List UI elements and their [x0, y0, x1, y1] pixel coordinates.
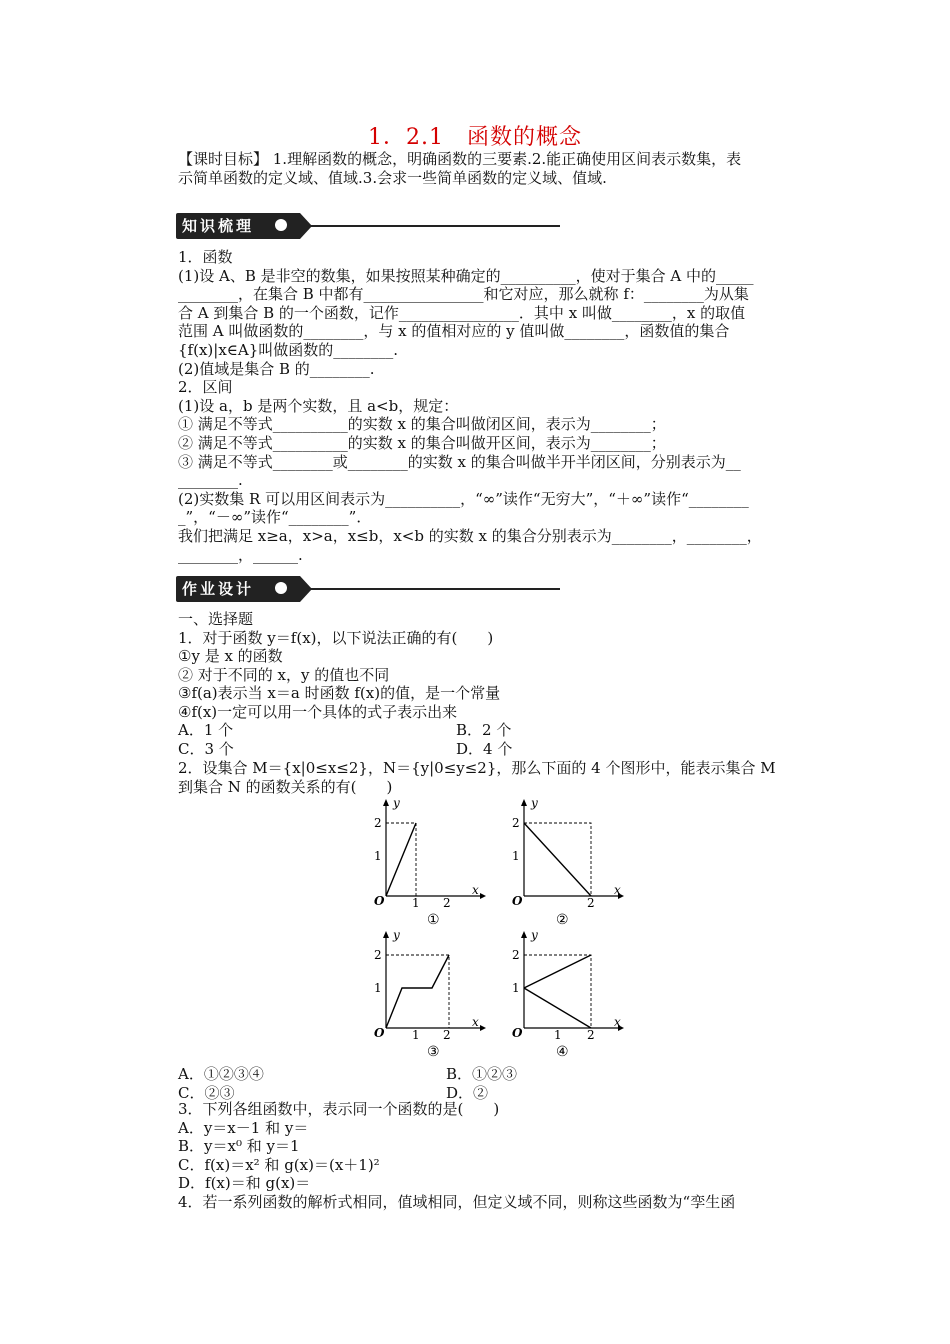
- tick-x-label: 2: [587, 896, 595, 910]
- knowledge-line: ① 满足不等式__________的实数 x 的集合叫做闭区间，表示为________；: [178, 415, 666, 434]
- tick-y-label: 1: [512, 981, 520, 995]
- tick-y-label: 2: [512, 948, 520, 962]
- q2-option-d: D．②: [446, 1084, 489, 1102]
- q3-line: 4．若一系列函数的解析式相同，值域相同，但定义域不同，则称这些函数为“孪生函: [178, 1193, 736, 1211]
- homework-line: 1．对于函数 y＝f(x)，以下说法正确的有( ): [178, 628, 494, 647]
- knowledge-line: (2)值域是集合 B 的________.: [178, 359, 375, 378]
- homework-line: ② 对于不同的 x，y 的值也不同: [178, 665, 390, 684]
- knowledge-line: ________，在集合 B 中都有________________和它对应，那么就称 f：________为从集: [178, 285, 749, 304]
- y-axis-arrow-icon: [521, 931, 527, 938]
- knowledge-line: ________.: [178, 471, 243, 490]
- function-segment-up: [524, 955, 591, 988]
- guide-line: [524, 955, 591, 1028]
- graph-label: ③: [427, 1044, 440, 1060]
- graph-label: ④: [556, 1044, 569, 1060]
- tick-y-label: 1: [374, 981, 382, 995]
- q3-line: C．f(x)＝x² 和 g(x)＝(x＋1)²: [178, 1155, 380, 1174]
- function-segment: [386, 823, 416, 896]
- y-axis-arrow-icon: [383, 799, 389, 806]
- axis-x-label: x: [614, 883, 621, 897]
- q1-option-a: A．1 个: [178, 721, 234, 739]
- knowledge-line: 范围 A 叫做函数的________，与 x 的值相对应的 y 值叫做________，函数值的集合: [178, 322, 730, 341]
- function-segment-down: [524, 988, 591, 1028]
- knowledge-line: (1)设 A、B 是非空的数集，如果按照某种确定的__________，使对于集合 A 中的_____: [178, 266, 754, 285]
- x-axis-arrow-icon: [480, 893, 486, 899]
- q3-line: B．y＝x⁰ 和 y＝1: [178, 1137, 300, 1156]
- axis-y-label: y: [393, 928, 400, 942]
- knowledge-line: _”，“－∞”读作“________”．: [178, 508, 372, 527]
- tick-x-label: 2: [587, 1028, 595, 1042]
- bullet-icon: [275, 219, 287, 231]
- origin-label: O: [374, 894, 385, 908]
- q1-option-c: C．3 个: [178, 740, 234, 758]
- q3-line: D．f(x)＝和 g(x)＝: [178, 1174, 311, 1193]
- tick-x-label: 1: [412, 896, 420, 910]
- y-axis-arrow-icon: [383, 931, 389, 938]
- tick-x-label: 2: [443, 1028, 451, 1042]
- homework-line: ④f(x)一定可以用一个具体的式子表示出来: [178, 703, 458, 721]
- function-segment: [524, 823, 591, 896]
- q2-line-1: 2．设集合 M＝{x|0≤x≤2}，N＝{y|0≤y≤2}，那么下面的 4 个图形中，能表示集合 M: [178, 759, 776, 777]
- x-axis-arrow-icon: [480, 1025, 486, 1031]
- axis-x-label: x: [614, 1015, 621, 1029]
- intro-line-2: 示简单函数的定义域、值域.3.会求一些简单函数的定义域、值域.: [178, 169, 607, 187]
- q1-option-d: D．4 个: [456, 740, 513, 758]
- knowledge-line: ③ 满足不等式________或________的实数 x 的集合叫做半开半闭区间，分别表示为__: [178, 452, 741, 471]
- tick-x-label: 1: [554, 1028, 562, 1042]
- knowledge-line: 我们把满足 x≥a，x>a，x≤b，x<b 的实数 x 的集合分别表示为________，________，: [178, 527, 762, 545]
- homework-banner-label: 作业设计: [176, 576, 300, 602]
- origin-label: O: [512, 1026, 523, 1040]
- graph-2: [490, 796, 630, 928]
- tick-y-label: 1: [512, 849, 520, 863]
- graph-label: ①: [427, 912, 440, 928]
- tick-y-label: 2: [374, 948, 382, 962]
- axis-x-label: x: [472, 1015, 479, 1029]
- intro-line-1: 【课时目标】 1.理解函数的概念，明确函数的三要素.2.能正确使用区间表示数集，表: [178, 150, 742, 168]
- knowledge-banner-label: 知识梳理: [176, 213, 300, 239]
- knowledge-line: (1)设 a，b 是两个实数，且 a<b，规定：: [178, 396, 459, 415]
- knowledge-line: 2．区间: [178, 378, 233, 397]
- function-polyline: [386, 955, 449, 1028]
- origin-label: O: [374, 1026, 385, 1040]
- q1-option-b: B．2 个: [456, 721, 512, 739]
- knowledge-line: 合 A 到集合 B 的一个函数，记作________________．其中 x 叫做________，x 的取值: [178, 303, 746, 322]
- banner-rule: [310, 588, 560, 590]
- homework-line: ③f(a)表示当 x＝a 时函数 f(x)的值，是一个常量: [178, 684, 501, 703]
- q2-line-2: 到集合 N 的函数关系的有( ): [178, 778, 393, 796]
- graph-3: [352, 928, 492, 1060]
- knowledge-line: 1．函数: [178, 248, 233, 266]
- page-title: 1．2.1 函数的概念: [368, 125, 582, 150]
- axis-y-label: y: [393, 796, 400, 810]
- q3-line: 3．下列各组函数中，表示同一个函数的是( ): [178, 1100, 500, 1118]
- q2-option-b: B．①②③: [446, 1065, 518, 1083]
- tick-y-label: 2: [512, 816, 520, 830]
- q2-option-c: C．②③: [178, 1084, 235, 1102]
- y-axis-arrow-icon: [521, 799, 527, 806]
- axis-y-label: y: [531, 928, 538, 942]
- banner-rule: [310, 225, 560, 227]
- tick-y-label: 1: [374, 849, 382, 863]
- tick-x-label: 1: [412, 1028, 420, 1042]
- origin-label: O: [512, 894, 523, 908]
- knowledge-line: ________，______.: [178, 545, 303, 564]
- knowledge-line: {f(x)|x∈A}叫做函数的________.: [178, 341, 399, 359]
- guide-line: [386, 955, 449, 1028]
- tick-x-label: 2: [443, 896, 451, 910]
- knowledge-line: ② 满足不等式__________的实数 x 的集合叫做开区间，表示为________；: [178, 434, 666, 452]
- knowledge-line: (2)实数集 R 可以用区间表示为__________，“∞”读作“无穷大”，“＋∞”读作“________: [178, 489, 749, 508]
- q2-option-a: A．①②③④: [178, 1065, 264, 1083]
- graph-4: [490, 928, 630, 1060]
- graph-1: [352, 796, 492, 928]
- homework-line: 一、选择题: [178, 610, 254, 628]
- axis-y-label: y: [531, 796, 538, 810]
- q3-line: A．y＝x－1 和 y＝: [178, 1118, 309, 1137]
- tick-y-label: 2: [374, 816, 382, 830]
- homework-line: ①y 是 x 的函数: [178, 647, 283, 666]
- bullet-icon: [275, 582, 287, 594]
- axis-x-label: x: [472, 883, 479, 897]
- graph-label: ②: [556, 912, 569, 928]
